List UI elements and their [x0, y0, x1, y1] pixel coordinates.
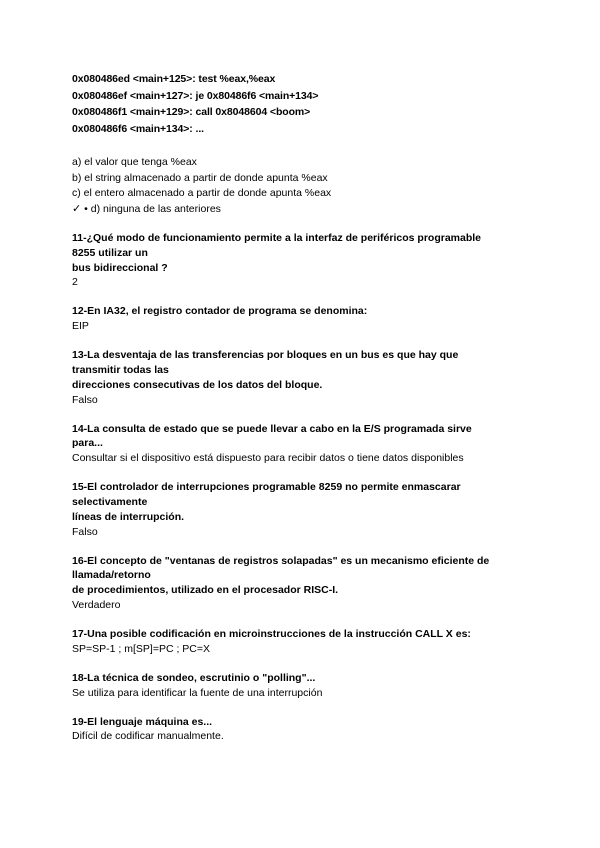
question-title-line: para... — [72, 437, 103, 450]
question-answer: 2 — [72, 276, 78, 289]
question-title-line: líneas de interrupción. — [72, 510, 185, 523]
question-title-line: 18-La técnica de sondeo, escrutinio o "polling"... — [72, 671, 316, 684]
code-line: 0x080486f1 <main+129>: call 0x8048604 <boom> — [72, 106, 311, 118]
question-title-line: llamada/retorno — [72, 569, 151, 582]
question-title — [72, 304, 532, 319]
question-answer: Falso — [72, 393, 98, 406]
question-title — [72, 231, 532, 275]
question-title-line: 14-La consulta de estado que se puede llevar a cabo en la E/S programada sirve — [72, 422, 472, 435]
question-block — [72, 231, 532, 290]
question-block — [72, 348, 532, 407]
question-title-line: 15-El controlador de interrupciones programable 8259 no permite enmascarar — [72, 481, 461, 494]
question-title-line: transmitir todas las — [72, 363, 169, 376]
checkmark-icon: ✓ — [72, 202, 82, 215]
question-title-line: 16-El concepto de "ventanas de registros solapadas" es un mecanismo eficiente de — [72, 554, 490, 567]
option-b: b) el string almacenado a partir de donde apunta %eax — [72, 171, 328, 184]
question-block — [72, 422, 532, 467]
question-title-line: 8255 utilizar un — [72, 246, 148, 259]
code-line: 0x080486ef <main+127>: je 0x80486f6 <main+134> — [72, 89, 319, 102]
answer-options — [72, 155, 532, 217]
question-answer: Consultar si el dispositivo está dispuesto para recibir datos o tiene datos disponibles — [72, 452, 464, 465]
question-title-line: 12-En IA32, el registro contador de programa se denomina: — [72, 305, 368, 318]
question-title — [72, 715, 532, 730]
question-title-line: 13-La desventaja de las transferencias por bloques en un bus es que hay que — [72, 349, 459, 362]
option-d-label: • d) ninguna de las anteriores — [84, 202, 221, 215]
question-title-line: direcciones consecutivas de los datos del bloque. — [72, 378, 323, 391]
question-title — [72, 671, 532, 686]
question-title — [72, 627, 532, 642]
option-a: a) el valor que tenga %eax — [72, 156, 197, 168]
question-answer: Difícil de codificar manualmente. — [72, 730, 224, 743]
assembly-code-block — [72, 71, 532, 137]
document-page — [72, 71, 532, 744]
code-line: 0x080486ed <main+125>: test %eax,%eax — [72, 73, 276, 85]
question-title-line: de procedimientos, utilizado en el procesador RISC-I. — [72, 584, 339, 597]
question-block — [72, 304, 532, 334]
option-c: c) el entero almacenado a partir de donde apunta %eax — [72, 187, 332, 199]
question-answer: EIP — [72, 320, 89, 333]
question-block — [72, 671, 532, 701]
question-block — [72, 480, 532, 539]
question-title-line: bus bidireccional ? — [72, 261, 168, 274]
question-block — [72, 627, 532, 657]
question-answer: Se utiliza para identificar la fuente de una interrupción — [72, 686, 323, 699]
question-list — [72, 231, 532, 744]
question-answer: Falso — [72, 525, 98, 538]
question-answer: SP=SP-1 ; m[SP]=PC ; PC=X — [72, 642, 211, 655]
question-answer: Verdadero — [72, 598, 121, 611]
question-title — [72, 348, 532, 392]
question-title-line: 19-El lenguaje máquina es... — [72, 715, 213, 728]
question-block — [72, 715, 532, 745]
question-title — [72, 554, 532, 598]
question-title — [72, 480, 532, 524]
question-title-line: 11-¿Qué modo de funcionamiento permite a la interfaz de periféricos programable — [72, 232, 482, 244]
question-title-line: 17-Una posible codificación en microinstrucciones de la instrucción CALL X es: — [72, 627, 471, 640]
question-block — [72, 554, 532, 613]
question-title — [72, 422, 532, 452]
option-d — [72, 202, 532, 218]
question-title-line: selectivamente — [72, 495, 148, 508]
code-line: 0x080486f6 <main+134>: ... — [72, 122, 204, 135]
